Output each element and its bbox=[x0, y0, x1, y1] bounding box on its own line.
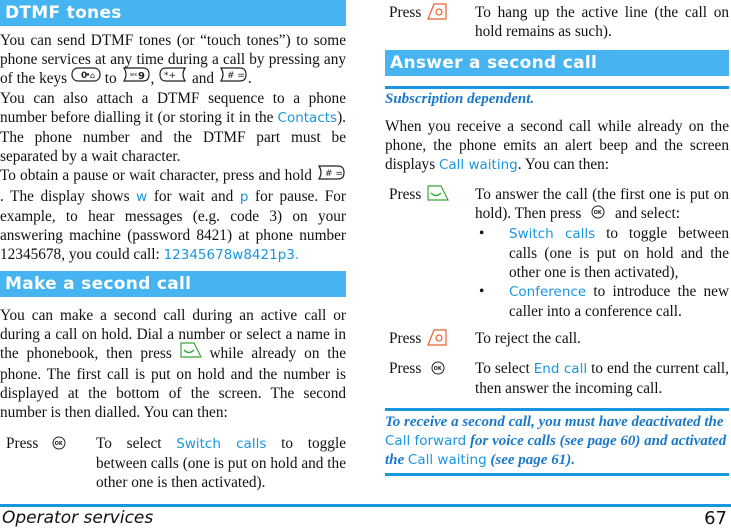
dtmf-paragraph-3: To obtain a pause or wait character, press and hold # = . The display shows w for wait and p for pause. For example, to hear messages (e.g. code 3) on your answering machine (password 8421) at phone number 12345678, you could call: 12345678w8421p3. bbox=[0, 166, 346, 264]
section-header-make-second-call: Make a second call bbox=[0, 271, 346, 297]
pause-char: p bbox=[239, 188, 249, 205]
footer-divider bbox=[0, 504, 731, 507]
answer-key-icon bbox=[180, 342, 202, 363]
switch-calls-link[interactable]: Switch calls bbox=[509, 225, 596, 242]
key-hash-icon bbox=[218, 67, 248, 87]
svg-text:9: 9 bbox=[137, 71, 145, 83]
subscription-note: Subscription dependent. bbox=[385, 86, 729, 109]
page-number: 67 bbox=[704, 508, 727, 529]
answer-options-list bbox=[475, 224, 729, 321]
call-forward-link[interactable]: Call forward bbox=[385, 432, 467, 449]
left-column bbox=[0, 0, 346, 492]
answer-paragraph: When you receive a second call while already on the phone, the phone emits an alert beep and the screen displays Call waiting. You can then: bbox=[385, 118, 729, 173]
second-call-paragraph: You can make a second call during an active call or during a call on hold. Dial a number or select a name in the phonebook, then press while already on the phone. The first call is put on hold and the number is displayed at the bottom of the screen. The second number is then dialled. You can then: bbox=[0, 306, 346, 421]
press-row-switch-calls: Press OK To select Switch calls to toggle between calls (one is put on hold and the other one is then activated). bbox=[6, 434, 346, 491]
example-number: 12345678w8421p3. bbox=[163, 246, 300, 263]
svg-text:0: 0 bbox=[80, 71, 88, 82]
section-header-dtmf: DTMF tones bbox=[0, 0, 346, 26]
svg-text:# =: # = bbox=[325, 168, 343, 179]
press-row-answer: Press To answer the call (the first one is put on hold). Then press OK and select: • Switch calls to toggle between calls (one is put on hold and the other one is then activated), • Conference to introduce the new caller into a conference call. bbox=[389, 186, 730, 320]
svg-text:wx: wx bbox=[129, 72, 137, 79]
right-column bbox=[385, 0, 729, 476]
svg-text:OK: OK bbox=[433, 365, 443, 372]
svg-text:# =: # = bbox=[226, 71, 245, 82]
switch-calls-link[interactable]: Switch calls bbox=[176, 435, 267, 452]
end-call-link[interactable]: End call bbox=[533, 360, 588, 377]
svg-text:⌂: ⌂ bbox=[89, 71, 96, 81]
hangup-key-icon bbox=[427, 3, 447, 25]
list-item: • Conference to introduce the new caller into a conference call. bbox=[479, 282, 729, 320]
press-row-end-call: Press OK To select End call to end the current call, then answer the incoming call. bbox=[389, 359, 729, 397]
dtmf-paragraph-2: You can also attach a DTMF sequence to a phone number before dialling it (or storing it in the Contacts). The phone number and the DTMF part must be separated by a wait character. bbox=[0, 90, 346, 166]
call-waiting-link[interactable]: Call waiting bbox=[407, 451, 487, 468]
hangup-key-icon bbox=[427, 329, 447, 351]
conference-link[interactable]: Conference bbox=[509, 283, 587, 300]
ok-key-icon bbox=[431, 361, 445, 380]
ok-key-icon bbox=[52, 436, 66, 455]
wait-char: w bbox=[136, 188, 148, 205]
dtmf-paragraph-1: You can send DTMF tones (or “touch tones”) to some phone services at any time during a call by pressing any of the keys 0 ⌂ to wx 9 , *+ and # = . bbox=[0, 32, 346, 87]
key-9-icon bbox=[121, 67, 151, 87]
section-header-answer-second-call: Answer a second call bbox=[385, 50, 729, 76]
key-star-icon bbox=[158, 67, 188, 87]
press-row-hangup: Press To hang up the active line (the call on hold remains as such). bbox=[389, 4, 729, 40]
key-hash-icon bbox=[316, 165, 346, 185]
svg-text:*+: *+ bbox=[164, 71, 177, 82]
call-waiting-link[interactable]: Call waiting bbox=[438, 157, 518, 173]
press-row-reject: Press To reject the call. bbox=[385, 329, 729, 351]
ok-key-icon bbox=[591, 205, 605, 224]
svg-text:OK: OK bbox=[593, 209, 602, 216]
call-waiting-note: To receive a second call, you must have deactivated the Call forward for voice calls (see page 60) and activated the Call waiting (see page 61). bbox=[385, 408, 729, 476]
contacts-link[interactable]: Contacts bbox=[277, 110, 338, 127]
svg-text:OK: OK bbox=[54, 440, 64, 447]
key-0-icon bbox=[71, 67, 101, 87]
list-item: • Switch calls to toggle between calls (one is put on hold and the other one is then activated), bbox=[479, 224, 730, 281]
footer-section-title: Operator services bbox=[2, 508, 154, 528]
answer-key-icon bbox=[427, 185, 449, 206]
